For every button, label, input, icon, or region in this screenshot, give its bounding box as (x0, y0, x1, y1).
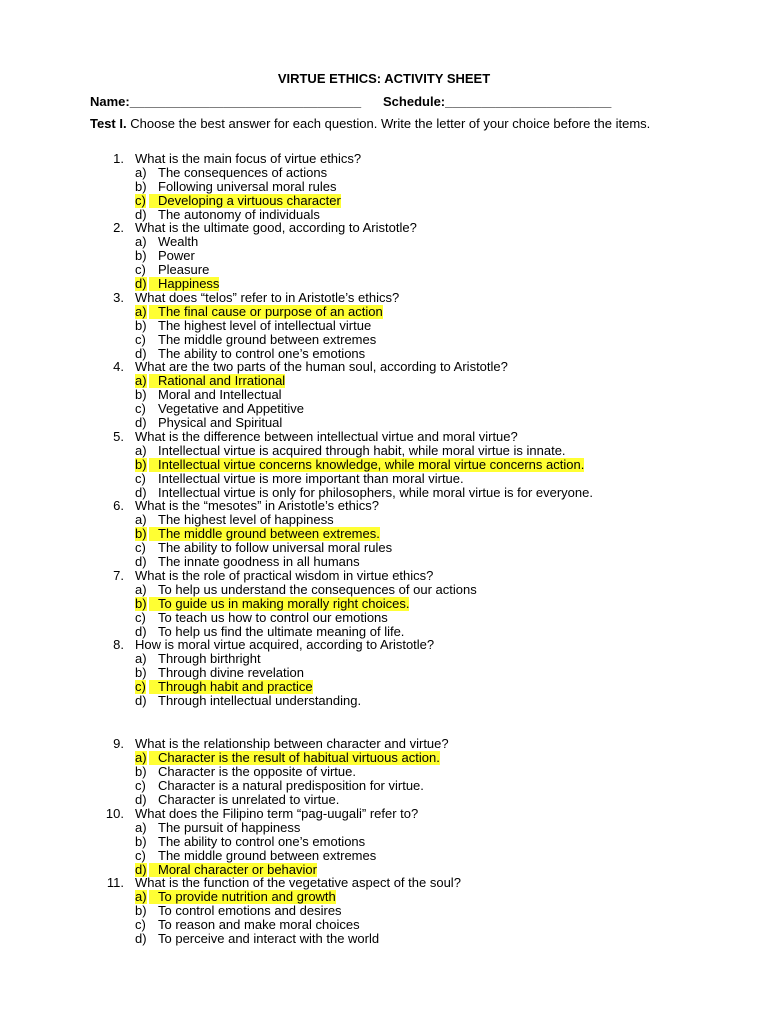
option-letter: a) (135, 582, 147, 597)
test-instructions (90, 117, 660, 131)
question-number: 11. (106, 875, 124, 890)
option-letter: c) (135, 193, 146, 208)
option-text: Moral and Intellectual (158, 387, 282, 402)
option-letter: d) (135, 415, 147, 430)
option-letter: a) (135, 234, 147, 249)
option-text: Character is a natural predisposition for virtue. (158, 778, 424, 793)
option-letter: b) (135, 248, 147, 263)
option-text: Rational and Irrational (149, 374, 285, 388)
option-letter: a) (135, 750, 147, 765)
option-text: The ability to control one’s emotions (158, 834, 366, 849)
option-text: The final cause or purpose of an action (149, 305, 383, 319)
question-number: 2. (113, 220, 124, 235)
option-text: To help us find the ultimate meaning of life. (158, 624, 405, 639)
question-text: What is the main focus of virtue ethics? (135, 151, 362, 166)
option-text: Intellectual virtue is acquired through habit, while moral virtue is innate. (158, 443, 566, 458)
option-text: Physical and Spiritual (158, 415, 283, 430)
option-text: Character is unrelated to virtue. (158, 792, 340, 807)
option-text: Vegetative and Appetitive (158, 401, 305, 416)
option-text: Through divine revelation (158, 665, 304, 680)
option-text: To perceive and interact with the world (158, 931, 380, 946)
option-letter: d) (135, 792, 147, 807)
option-letter: d) (135, 207, 147, 222)
option-text: To guide us in making morally right choices. (149, 597, 409, 611)
instructions-text: Choose the best answer for each question. Write the letter of your choice before the items. (126, 116, 651, 131)
option-letter: d) (135, 554, 147, 569)
option-text: The ability to follow universal moral rules (158, 540, 393, 555)
option-text: The middle ground between extremes (158, 848, 377, 863)
schedule-field-label: Schedule:_______________________ (383, 94, 612, 109)
option-letter: d) (135, 485, 147, 500)
option-text: Through birthright (158, 651, 261, 666)
option-text: Moral character or behavior (149, 863, 317, 877)
option-text: To help us understand the consequences of our actions (158, 582, 477, 597)
option-text: Intellectual virtue is more important than moral virtue. (158, 471, 464, 486)
option-letter: a) (135, 889, 147, 904)
option-letter: d) (135, 931, 147, 946)
option-letter: b) (135, 665, 147, 680)
option-text: The autonomy of individuals (158, 207, 320, 222)
option-text: The middle ground between extremes. (149, 527, 380, 541)
option-text: To reason and make moral choices (158, 917, 360, 932)
option-letter: a) (135, 512, 147, 527)
question-text: What is the “mesotes” in Aristotle’s ethics? (135, 498, 379, 513)
option-letter: c) (135, 540, 146, 555)
option-text: Pleasure (158, 262, 210, 277)
option-text: The highest level of intellectual virtue (158, 318, 372, 333)
option-text: To control emotions and desires (158, 903, 342, 918)
option-text: Wealth (158, 234, 199, 249)
option-text: Character is the result of habitual virtuous action. (149, 751, 440, 765)
question-text: What is the ultimate good, according to Aristotle? (135, 220, 417, 235)
question-number: 9. (113, 736, 124, 751)
option-text: Happiness (149, 277, 219, 291)
option-text: Developing a virtuous character (149, 194, 341, 208)
question-number: 8. (113, 637, 124, 652)
option-letter: c) (135, 848, 146, 863)
option-text: Through intellectual understanding. (158, 693, 362, 708)
option-letter: d) (135, 862, 147, 877)
question-number: 6. (113, 498, 124, 513)
option-letter: a) (135, 443, 147, 458)
option-letter: a) (135, 373, 147, 388)
option-letter: d) (135, 624, 147, 639)
option-letter: a) (135, 304, 147, 319)
question-text: What does the Filipino term “pag-uugali” refer to? (135, 806, 419, 821)
name-field-label: Name:________________________________ (90, 94, 362, 109)
option-letter: a) (135, 820, 147, 835)
question-number: 7. (113, 568, 124, 583)
question-number: 5. (113, 429, 124, 444)
option-letter: b) (135, 903, 147, 918)
option-letter: b) (135, 318, 147, 333)
option-letter: d) (135, 276, 147, 291)
option-letter: d) (135, 693, 147, 708)
question-text: What is the relationship between character and virtue? (135, 736, 449, 751)
option-letter: c) (135, 471, 146, 486)
option-letter: b) (135, 596, 147, 611)
option-text: The consequences of actions (158, 165, 328, 180)
question-number: 4. (113, 359, 124, 374)
option-letter: b) (135, 764, 147, 779)
option-text: To teach us how to control our emotions (158, 610, 388, 625)
option-letter: a) (135, 165, 147, 180)
question-text: How is moral virtue acquired, according to Aristotle? (135, 637, 435, 652)
option-letter: c) (135, 332, 146, 347)
option-letter: b) (135, 179, 147, 194)
option-letter: c) (135, 401, 146, 416)
option-text: Power (158, 248, 195, 263)
option-text: The highest level of happiness (158, 512, 334, 527)
option-text: Following universal moral rules (158, 179, 337, 194)
option-text: Through habit and practice (149, 680, 313, 694)
option-text: Character is the opposite of virtue. (158, 764, 356, 779)
option-letter: c) (135, 917, 146, 932)
option-letter: a) (135, 651, 147, 666)
option-text: To provide nutrition and growth (149, 890, 336, 904)
question-number: 3. (113, 290, 124, 305)
question-number: 10. (105, 806, 124, 821)
option-letter: b) (135, 834, 147, 849)
test-label: Test I. (90, 116, 127, 131)
option-text: The innate goodness in all humans (158, 554, 360, 569)
option-text: The pursuit of happiness (158, 820, 301, 835)
question-text: What does “telos” refer to in Aristotle’s ethics? (135, 290, 400, 305)
option-letter: b) (135, 387, 147, 402)
option-letter: b) (135, 457, 147, 472)
question-text: What is the role of practical wisdom in virtue ethics? (135, 568, 434, 583)
option-text: The ability to control one’s emotions (158, 346, 366, 361)
page-title: VIRTUE ETHICS: ACTIVITY SHEET (277, 71, 491, 86)
option-text: The middle ground between extremes (158, 332, 377, 347)
option-text: Intellectual virtue concerns knowledge, while moral virtue concerns action. (149, 458, 584, 472)
option-letter: d) (135, 346, 147, 361)
option-letter: c) (135, 610, 146, 625)
option-letter: c) (135, 679, 146, 694)
option-letter: c) (135, 778, 146, 793)
question-text: What are the two parts of the human soul, according to Aristotle? (135, 359, 508, 374)
option-text: Intellectual virtue is only for philosophers, while moral virtue is for everyone. (158, 485, 593, 500)
option-letter: b) (135, 526, 147, 541)
question-number: 1. (113, 151, 124, 166)
question-text: What is the function of the vegetative aspect of the soul? (135, 875, 461, 890)
question-text: What is the difference between intellectual virtue and moral virtue? (135, 429, 518, 444)
option-letter: c) (135, 262, 146, 277)
